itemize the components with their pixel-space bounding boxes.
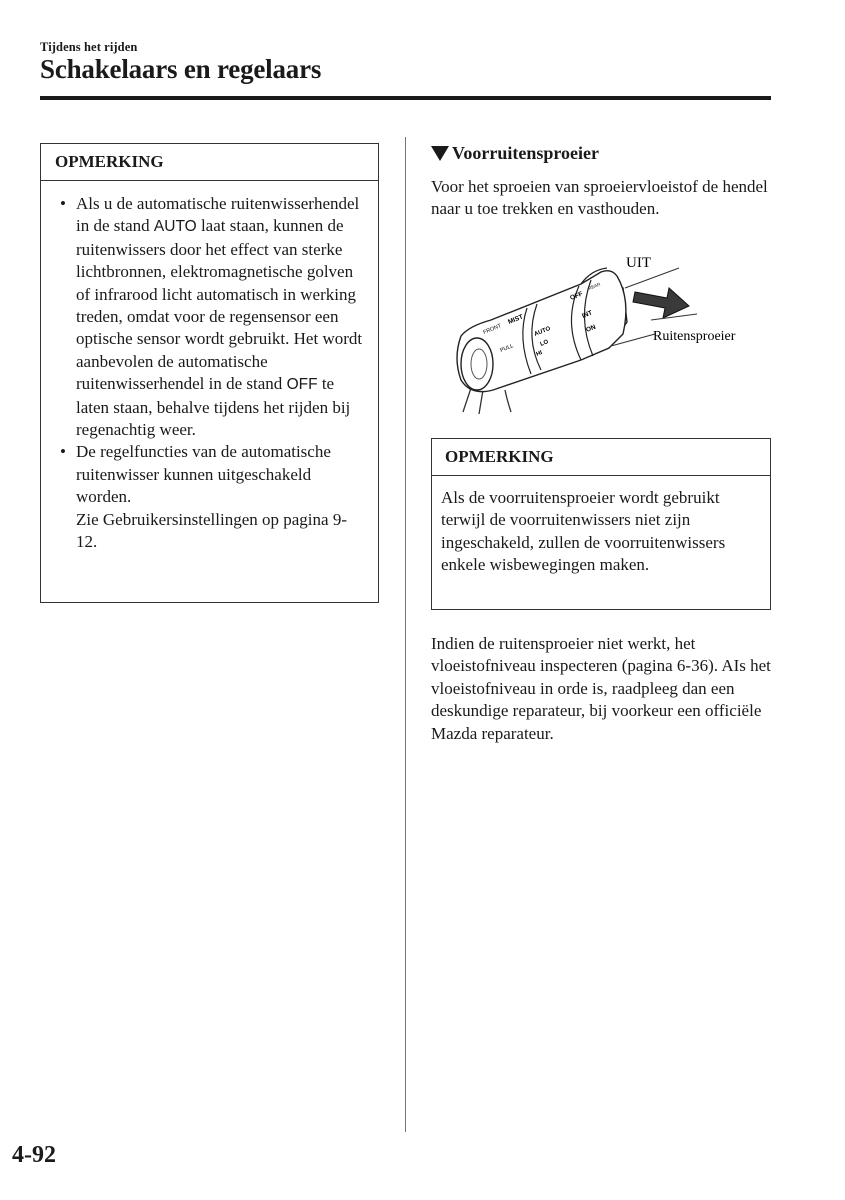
note-heading: OPMERKING — [41, 144, 378, 181]
note-box-right — [431, 438, 771, 610]
subheading — [431, 143, 599, 164]
page-number: 4-92 — [12, 1142, 56, 1168]
note-text: Als u de automatische ruitenwisserhendel in de stand — [76, 194, 360, 236]
note-text: De regelfuncties van de automatische ruitenwisser kunnen uitgeschakeld worden. — [76, 442, 331, 507]
section-label: Tijdens het rijden — [40, 40, 138, 54]
bullet: • — [60, 442, 66, 462]
note-box-left — [40, 143, 379, 603]
triangle-down-icon — [431, 146, 449, 161]
lever-label-rear: REAR — [587, 281, 601, 291]
intro-paragraph: Voor het sproeien van sproeiervloeistof de hendel naar u toe trekken en vasthouden. — [431, 177, 768, 219]
page-title: Schakelaars en regelaars — [40, 54, 322, 84]
label-uit: UIT — [626, 255, 651, 271]
lever-label-mist: MIST — [507, 313, 525, 326]
subheading-text: Voorruitensproeier — [452, 143, 599, 163]
switch-position-off: OFF — [286, 376, 318, 394]
lever-label-front: FRONT — [482, 323, 503, 336]
page-reference: Zie Gebruikersinstellingen op pagina 9-12. — [76, 509, 347, 552]
label-ruitensproeier: Ruitensproeier — [653, 329, 736, 344]
bullet: • — [60, 194, 66, 213]
switch-position-auto: AUTO — [153, 218, 197, 236]
outro-paragraph: Indien de ruitensproeier niet werkt, het vloeistofniveau inspecteren (pagina 6-36). AIs het vloeistofniveau in orde is, raadpleeg dan een deskundige reparateur, bij voorkeur een officiële Mazda reparateur. — [431, 634, 771, 743]
lever-label-pull: PULL — [499, 343, 515, 354]
lever-figure — [431, 248, 776, 418]
lever-label-on: ON — [585, 323, 597, 334]
note-text: te laten staan, behalve tijdens het rijden bij regenachtig weer. — [76, 374, 351, 440]
note-heading: OPMERKING — [432, 439, 770, 476]
list-item — [60, 441, 368, 553]
note-text: laat staan, kunnen de ruitenwissers door het effect van sterke lichtbronnen, elektromagnetische golven of infrarood licht automatisch in werking treden, omdat voor de regensensor een optische sensor wordt gebruikt. Het wordt aanbevolen de automatische ruitenwisserhendel in de stand — [76, 216, 363, 394]
note-body: Als de voorruitensproeier wordt gebruikt terwijl de voorruitenwissers niet zijn ingeschakeld, zullen de voorruitenwissers enkele wisbewegingen maken. — [441, 488, 726, 575]
title-rule — [40, 96, 771, 100]
lever-label-hi: HI — [535, 350, 544, 358]
lever-label-auto: AUTO — [533, 325, 552, 338]
pull-arrow-icon — [633, 288, 689, 318]
wiper-lever-illustration — [431, 248, 776, 418]
column-divider — [405, 137, 406, 1132]
lever-label-int: INT — [581, 309, 594, 320]
lever-label-lo: LO — [539, 339, 550, 348]
note-list — [41, 181, 378, 554]
lever-label-off: OFF — [569, 290, 584, 302]
list-item — [60, 193, 368, 441]
